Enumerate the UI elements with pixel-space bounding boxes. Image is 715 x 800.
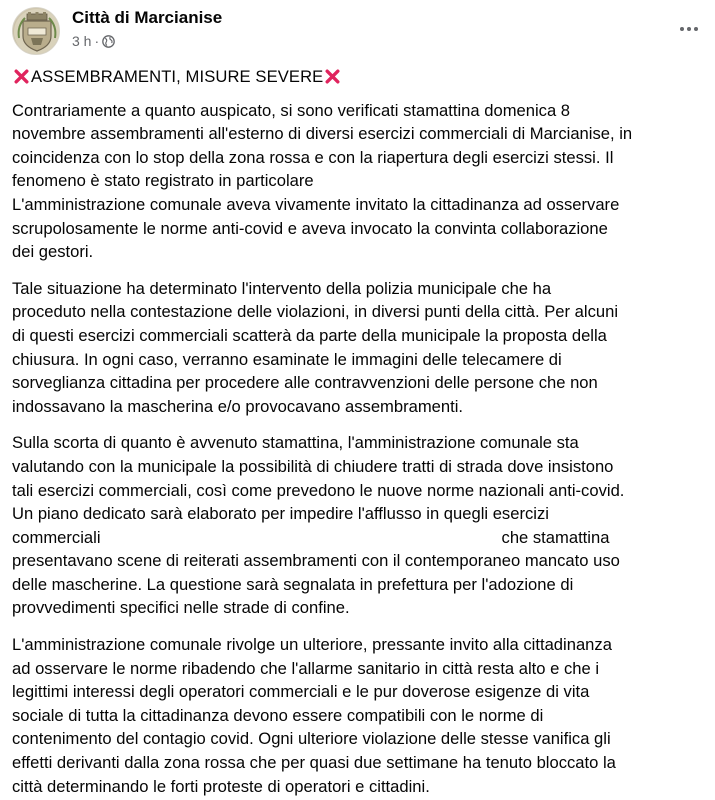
text-line: tali esercizi commerciali, così come prevedono le nuove norme nazionali anti-covid. (12, 480, 625, 500)
red-x-icon (324, 68, 341, 85)
text-line: contenimento del contagio covid. Ogni ulteriore violazione delle stesse vanifica gli (12, 729, 611, 749)
paragraph-2 (12, 277, 708, 419)
text-line: Un piano dedicato sarà elaborato per impedire l'afflusso in quegli esercizi (12, 504, 549, 524)
post-headline (12, 65, 708, 89)
coat-of-arms-icon (13, 8, 60, 55)
text-line: di questi esercizi commerciali scatterà da parte della municipale la proposta della (12, 325, 607, 345)
text-line: Tale situazione ha determinato l'intervento della polizia municipale che ha (12, 278, 552, 298)
paragraph-3 (12, 431, 708, 620)
text-line: provvedimenti specifici nelle strade di confine. (12, 598, 350, 618)
text-line: presentavano scene di reiterati assembramenti con il contemporaneo mancato uso (12, 551, 620, 571)
globe-icon[interactable] (102, 35, 115, 48)
text-line: delle mascherine. La questione sarà segnalata in prefettura per l'adozione di (12, 574, 574, 594)
more-dots-icon (680, 27, 684, 31)
text-line: fenomeno è stato registrato in particolare (12, 171, 314, 191)
text-line: sorveglianza cittadina per procedere alle contravvenzioni delle persone che non (12, 373, 598, 393)
more-options-button[interactable] (675, 15, 703, 43)
page-avatar[interactable] (12, 7, 60, 55)
text-line: effetti derivanti dalla zona rossa che per quasi due settimane ha tenuto bloccato la (12, 753, 616, 773)
text-line: dei gestori. (12, 242, 94, 262)
text-line: chiusura. In ogni caso, verranno esaminate le immagini delle telecamere di (12, 349, 562, 369)
post-text (12, 65, 708, 800)
text-line: proceduto nella contestazione delle violazioni, in diversi punti della città. Per alcuni (12, 302, 619, 322)
text-fragment: che stamattina (501, 527, 610, 547)
post-timestamp[interactable]: 3 h (72, 33, 92, 49)
text-line: sociale di tutta la cittadinanza devono essere compatibili con le norme di (12, 705, 544, 725)
text-line: legittimi interessi degli operatori commerciali e le pur doverose esigenze di vita (12, 682, 590, 702)
text-line: L'amministrazione comunale aveva vivamente invitato la cittadinanza ad osservare (12, 194, 620, 214)
text-line: ad osservare le norme ribadendo che l'allarme sanitario in città resta alto e che i (12, 658, 600, 678)
text-line: L'amministrazione comunale rivolge un ulteriore, pressante invito alla cittadinanza (12, 635, 612, 655)
text-fragment: commerciali (12, 527, 101, 547)
text-line: Contrariamente a quanto auspicato, si sono verificati stamattina domenica 8 (12, 100, 571, 120)
page-name-link[interactable]: Città di Marcianise (72, 8, 223, 27)
meta-separator: · (94, 33, 100, 49)
paragraph-4 (12, 633, 708, 798)
text-line: scrupolosamente le norme anti-covid e aveva invocato la convinta collaborazione (12, 218, 608, 238)
red-x-icon (13, 68, 30, 85)
text-line: novembre assembramenti all'esterno di diversi esercizi commerciali di Marcianise, in (12, 124, 633, 144)
paragraph-1 (12, 99, 708, 264)
text-line: coincidenza con lo stop della zona rossa e con la riapertura degli esercizi stessi. Il (12, 147, 614, 167)
post-header (12, 7, 703, 57)
text-line-split (12, 526, 708, 550)
headline-text: ASSEMBRAMENTI, MISURE SEVERE (31, 67, 324, 86)
text-line: città determinando le forti proteste di operatori e cittadini. (12, 776, 430, 796)
post-meta (72, 33, 115, 49)
text-line: valutando con la municipale la possibilità di chiudere tratti di strada dove insistono (12, 456, 614, 476)
text-line: indossavano la mascherina e/o provocavano assembramenti. (12, 396, 464, 416)
text-line: Sulla scorta di quanto è avvenuto stamattina, l'amministrazione comunale sta (12, 433, 579, 453)
